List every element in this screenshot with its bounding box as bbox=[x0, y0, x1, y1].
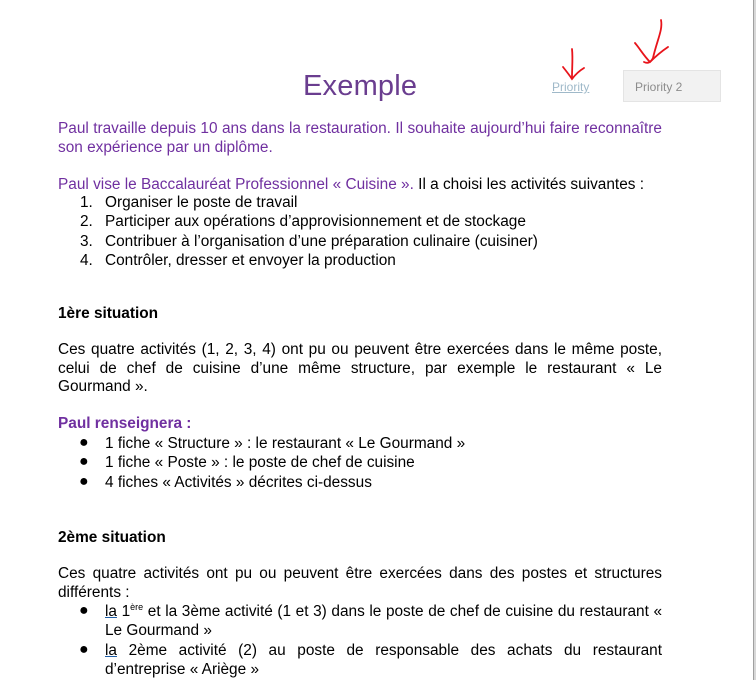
situation-2-bullets bbox=[58, 602, 662, 679]
list-item: ● 4 fiches « Activités » décrites ci-dessus bbox=[79, 472, 372, 491]
priority-2-field[interactable]: Priority 2 bbox=[623, 70, 721, 102]
list-item: 3. Contribuer à l’organisation d’une préparation culinaire (cuisiner) bbox=[80, 232, 538, 250]
list-item: ● 1 fiche « Poste » : le poste de chef de cuisine bbox=[79, 453, 415, 472]
situation-2-heading: 2ème situation bbox=[58, 529, 166, 546]
list-item: 2. Participer aux opérations d’approvisionnement et de stockage bbox=[80, 213, 526, 231]
list-item: 1. Organiser le poste de travail bbox=[80, 194, 298, 211]
situation-1-heading: 1ère situation bbox=[58, 305, 159, 322]
list-item: ● la 1ère et la 3ème activité (1 et 3) dans le poste de chef de cuisine du restaurant « Le Gourmand » bbox=[79, 601, 663, 640]
goal-activities-intro: Il a choisi les activités suivantes : bbox=[413, 176, 645, 193]
priority-link[interactable]: Priority bbox=[552, 80, 590, 94]
red-arrow-annotation-1 bbox=[558, 46, 590, 86]
goal-paragraph bbox=[58, 176, 662, 195]
list-item: ● 1 fiche « Structure » : le restaurant « Le Gourmand » bbox=[79, 434, 466, 452]
list-item: ● la 2ème activité (2) au poste de responsable des achats du restaurant d’entreprise « Ariège » bbox=[79, 640, 662, 678]
bullet-icon: ● bbox=[79, 602, 89, 619]
list-item: 4. Contrôler, dresser et envoyer la production bbox=[80, 251, 396, 269]
bullet-icon: ● bbox=[79, 453, 89, 471]
red-arrow-annotation-2 bbox=[630, 16, 674, 68]
bullet-icon: ● bbox=[79, 434, 89, 451]
activities-list bbox=[58, 193, 662, 270]
goal-diploma-text: Paul vise le Baccalauréat Professionnel « Cuisine ». bbox=[58, 176, 414, 193]
situation-1-subheading: Paul renseignera : bbox=[58, 415, 192, 432]
bullet-icon: ● bbox=[79, 472, 89, 490]
page-title: Exemple bbox=[303, 70, 418, 102]
bullet-icon: ● bbox=[79, 640, 89, 658]
situation-1-text: Ces quatre activités (1, 2, 3, 4) ont pu ou peuvent être exercées dans le même poste, celui de chef de cuisine d’une même structure, par exemple le restaurant « Le Gourmand ». bbox=[58, 341, 662, 396]
situation-2-text: Ces quatre activités ont pu ou peuvent être exercées dans des postes et structures différents : bbox=[58, 565, 662, 601]
situation-1-bullets bbox=[58, 434, 662, 492]
intro-paragraph: Paul travaille depuis 10 ans dans la restauration. Il souhaite aujourd’hui faire reconnaître son expérience par un diplôme. bbox=[58, 120, 662, 156]
